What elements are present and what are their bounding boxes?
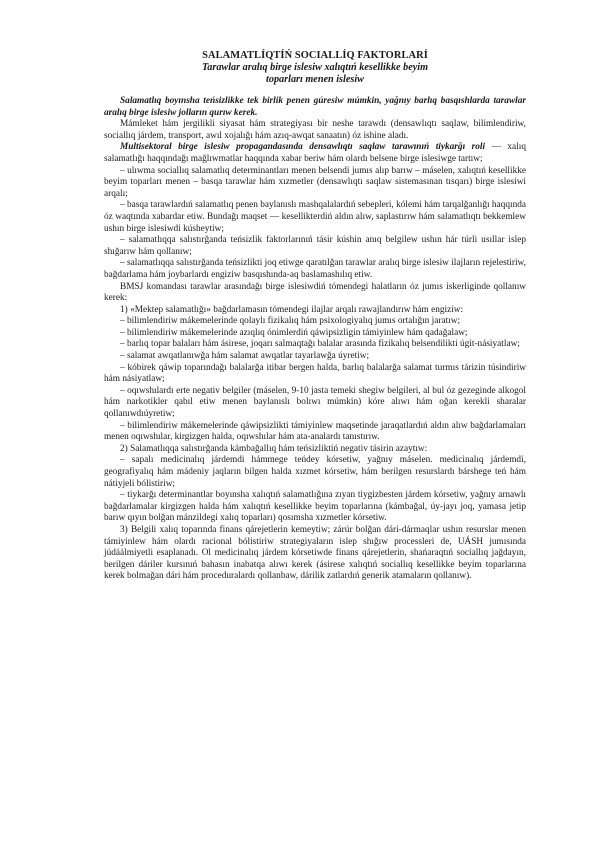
numbered-item: 3) Belgili xalıq toparında finans qárejetlerin kemeytiw; zárúr bolğan dári-dármaqlar ushın resurslar menen támiyinlew hám olardı racional bólistiriw strategiyaların islep shığıw processleri de, UÁSH jumısında júdáálmiyetli esaplanadı. Ol medicinalıq járdem kórsetiwde finans qárejetlerin, shańaraqtıń sociallıq jağdayın, berilgen dáriler kursınıń bahasın inabatqa alıwı kerek (ásirese xalıqtıń sociallıq kesellikke beyim toparlarına kerek bolmağan dári hám proceduralardı qollanbaw, dárilik zatlardıń generik atamaların qollanıw).: [104, 524, 526, 582]
numbered-item: 2) Salamatlıqqa salıstırğanda kámbağallıq hám teńsizliktiń negativ tásirin azaytıw:: [120, 443, 428, 454]
document-subtitle-line-1: Tarawlar aralıq birge islesiw xalıqtıń kesellikke beyim: [201, 62, 428, 73]
numbered-item: 1) «Mektep salamatlığı» bağdarlamasın tómendegi ilajlar arqalı rawajlandırıw hám engiziw:: [120, 304, 464, 315]
list-item: – salamatlıqqa salıstırğanda teńsizlikti joq etiwge qaratılğan tarawlar aralıq birge islesiw ilajların rejelestiriw, bağdarlama hám joybarlardı engiziw basqıshında-aq baslamashılıq etiw.: [104, 258, 526, 280]
list-item: – tiykarğı determinantlar boyınsha xalıqtıń salamatlığına zıyan tiygizbesten járdem kórsetiw, yağnıy arnawlı bağdarlamalar kirgizgen halda hám xalıqtıń kesellikke beyim toparlarına (kámbağal, úy-jayı joq, yamasa jetip barıw qıyın bolğan mánzildegi xalıq toparları) qosımsha xızmetler kórsetiw.: [104, 490, 526, 524]
list-item: – kóbirek qáwip toparındağı balalarğa itibar bergen halda, barlıq balalarğa salamat turmıs tárizin túsindiriw hám násiyatlaw;: [104, 362, 526, 385]
list-item: – bilimlendiriw mákemelerinde azıqlıq ónimlerdiń qáwipsizligin támiyinlew hám qadağalaw;: [120, 327, 468, 338]
list-item: – sapalı medicinalıq járdemdi hámmege teńdey kórsetiw, yağnıy máselen. medicinalıq járdemdi, geografiyalıq hám mádeniy jaqların bilgen halda xızmet kórsetiw, hám berilgen resurslardı bárshege teń hám nátiyjeli bólistiriw;: [104, 455, 526, 489]
list-item: – ulıwma sociallıq salamatlıq determinantları menen belsendi jumıs alıp barıw – máselen, xalıqtıń kesellikke beyim toparları menen – basqa tarawlar hám xızmetler (densawlıqtı saqlaw sistemasınan tısqarı) birge islesiwi arqalı;: [104, 165, 526, 199]
paragraph-text: — xalıq salamatlığı haqqındağı mağlıwmatlar haqqında xabar beriw hám olardı belsene birge islesiwge tartıw;: [104, 142, 526, 164]
paragraph: BMSJ komandası tarawlar arasındağı birge islesiwdiń tómendegi halatların óz jumıs iskerliginde qollanıw kerek:: [104, 281, 526, 304]
lead-paragraph: Salamatlıq boyınsha teńsizlikke tek birlik penen gúresiw múmkin, yağnıy barlıq basqıshlarda tarawlar aralıq birge islesiw jolların qurıw kerek.: [104, 96, 526, 118]
paragraph-multisectoral: [104, 142, 526, 165]
list-item: – basqa tarawlardıń salamatlıq penen baylanıslı mashqalalardıń sebepleri, kólemi hám tarqalğanlığı haqqında óz waqtında xabardar etiw. Bundağı maqset — kesellikterdiń aldın alıw, saplastırıw hám salamatlıqtı bekkemlew ushın birge islesiwdi kúsheytiw;: [104, 200, 526, 234]
document-title: SALAMATLÍQTÍŃ SOCIALLÍQ FAKTORLARÍ: [202, 50, 428, 61]
list-item: – oqıwshılardı erte negativ belgiler (máselen, 9-10 jasta temeki shegiw belgileri, al bul óz gezeginde alkogol hám narkotikler qabıl etiw menen baylanıslı bolıwı múmkin) kóre alıwı hám oğan kerekli sharalar qollanıwdıúyretiw;: [104, 385, 526, 420]
list-item: – bilimlendiriw mákemelerinde qáwipsizlikti támiyinlew maqsetinde jaraqatlardıń aldın alıw bağdarlamaları menen oqıwshılar, kirgizgen halda, oqıwshılar hám ata-analardı tanıstırıw.: [104, 420, 526, 443]
list-item: – bilimlendiriw mákemelerinde qolaylı fizikalıq hám psixologiyalıq jumıs ortalığın jaratıw;: [120, 316, 461, 327]
paragraph: Mámleket hám jergilikli siyasat hám strategiyası bir neshe tarawdı (densawlıqtı saqlaw, bilimlendiriw, sociallıq járdem, transport, awıl xojalığı hám azıq-awqat sanaatın) óz ishine aladı.: [104, 119, 526, 141]
document-subtitle-line-2: toparları menen islesiw: [266, 74, 364, 85]
list-item: – salamat awqatlanıwğa hám salamat awqatlar tayarlawğa úyretiw;: [120, 351, 370, 362]
list-item: – salamatlıqqa salıstırğanda teńsizlik faktorlarınıń tásir kúshin anıq belgilew ushın hár túrli usıllar islep shığarıw hám qollanıw;: [104, 235, 526, 257]
paragraph-heading: Multisektoral birge islesiw propagandasında densawlıqtı saqlaw tarawınıń tiykarğı roli: [120, 142, 486, 153]
list-item: – barlıq topar balaları hám ásirese, joqarı salmaqtağı balalar arasında fizikalıq belsendilikti úgit-násiyatlaw;: [120, 339, 520, 350]
